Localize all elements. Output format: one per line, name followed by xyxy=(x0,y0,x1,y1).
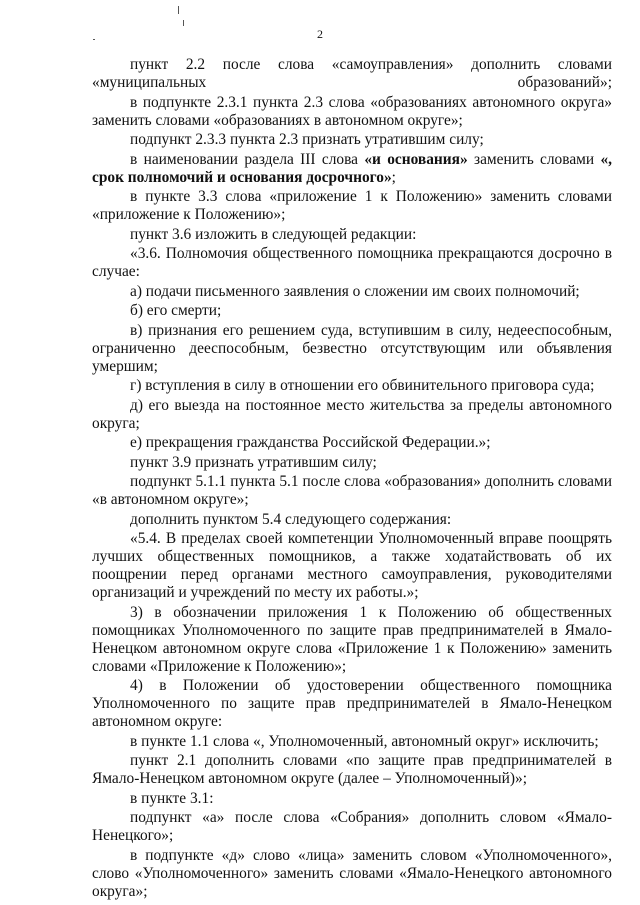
paragraph: а) подачи письменного заявления о сложении им своих полномочий; xyxy=(130,282,580,300)
paragraph: г) вступления в силу в отношении его обвинительного приговора суда; xyxy=(130,377,595,394)
paragraph: в пункте 1.1 слова «, Уполномоченный, автономный округ» исключить; xyxy=(130,732,599,750)
scan-mark xyxy=(93,39,95,40)
bold-fragment: «и основания» xyxy=(364,150,468,168)
paragraph: 3) в обозначении приложения 1 к Положению об общественных помощниках Уполномоченного по защите прав предпринимателей в Ямало-Ненецком автономном округе слова «Приложение 1 к Положению» заменить словами «Приложение к Положению»; xyxy=(92,603,612,675)
paragraph: пункт 2.1 дополнить словами «по защите прав предпринимателей в Ямало-Ненецком автономном округе (далее – Уполномоченный)»; xyxy=(92,752,612,787)
scan-mark xyxy=(183,20,184,26)
paragraph: б) его смерти; xyxy=(130,302,222,319)
paragraph: пункт 2.2 после слова «самоуправления» дополнить словами «муниципальных образований»; xyxy=(92,56,612,91)
paragraph: в подпункте 2.3.1 пункта 2.3 слова «образованиях автономного округа» заменить словами «образованиях в автономном округе»; xyxy=(92,93,612,129)
paragraph: «5.4. В пределах своей компетенции Уполномоченный вправе поощрять лучших общественных помощников, а также ходатайствовать об их поощрении перед органами местного самоуправления, руководителями организаций и учреждений по месту их работы.»; xyxy=(92,530,612,601)
paragraph: в пункте 3.1: xyxy=(130,789,214,807)
bold-fragment: «, срок полномочий и основания досрочного» xyxy=(92,150,612,186)
paragraph: пункт 3.9 признать утратившим силу; xyxy=(130,453,377,471)
paragraph: в подпункте «д» слово «лица» заменить словом «Уполномоченного», слово «Уполномоченного» заменить словами «Ямало-Ненецкого автономного округа»; xyxy=(92,846,612,900)
paragraph: е) прекращения гражданства Российской Федерации.»; xyxy=(130,434,491,451)
text-fragment: ; xyxy=(391,168,396,186)
paragraph: подпункт 5.1.1 пункта 5.1 после слова «образования» дополнить словами «в автономном округе»; xyxy=(92,473,612,508)
paragraph: 4) в Положении об удостоверении общественного помощника Уполномоченного по защите прав предпринимателей в Ямало-Ненецком автономном округе: xyxy=(92,677,612,730)
paragraph: в пункте 3.3 слова «приложение 1 к Положению» заменить словами «приложение к Положению»; xyxy=(92,188,612,223)
paragraph: д) его выезда на постоянное место жительства за пределы автономного округа; xyxy=(92,396,612,432)
paragraph: в) признания его решением суда, вступившим в силу, недееспособным, ограниченно дееспособным, безвестно отсутствующим или объявления умершим; xyxy=(92,321,612,375)
text-fragment: в наименовании раздела III слова xyxy=(130,150,365,168)
document-body xyxy=(92,56,612,902)
paragraph: «3.6. Полномочия общественного помощника прекращаются досрочно в случае: xyxy=(92,245,612,280)
page-number: 2 xyxy=(317,27,323,41)
paragraph: подпункт 2.3.3 пункта 2.3 признать утратившим силу; xyxy=(130,131,484,148)
paragraph: пункт 3.6 изложить в следующей редакции: xyxy=(130,225,417,243)
paragraph xyxy=(92,151,612,187)
text-fragment: заменить словами xyxy=(467,150,601,168)
paragraph: подпункт «а» после слова «Собрания» дополнить словом «Ямало-Ненецкого»; xyxy=(92,809,612,844)
paragraph: дополнить пунктом 5.4 следующего содержания: xyxy=(130,510,452,528)
scan-mark xyxy=(178,6,179,14)
